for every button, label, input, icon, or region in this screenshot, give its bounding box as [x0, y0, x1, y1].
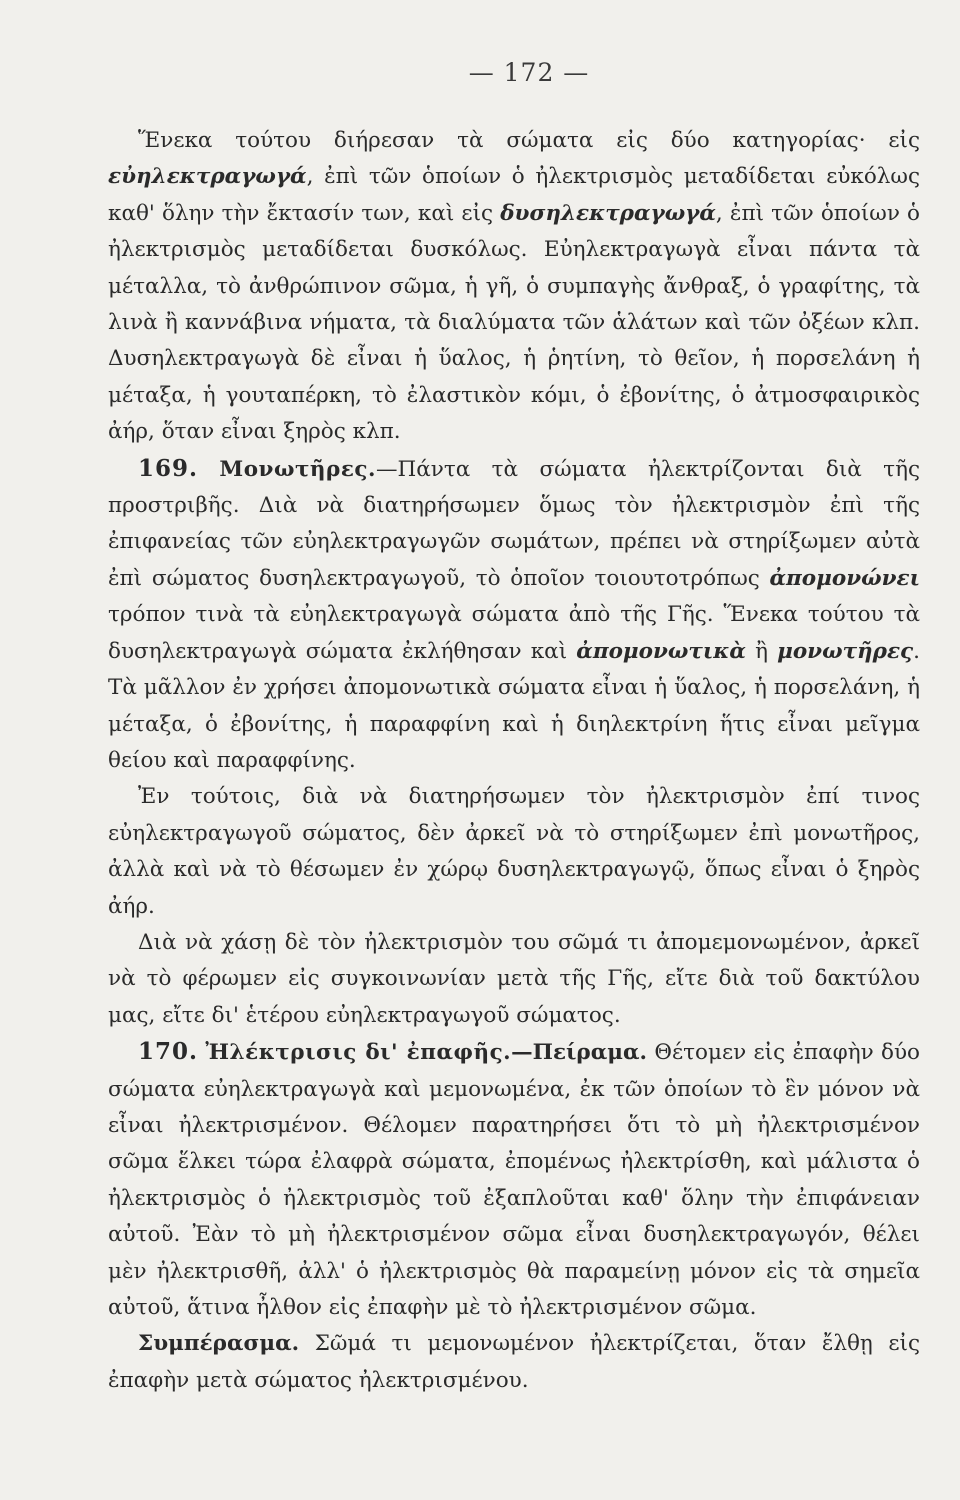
section-169 [108, 451, 920, 780]
text-run: τρόπον τινὰ τὰ εὐηλεκτραγωγὰ σώματα ἀπὸ τῆς Γῆς. Ἕνεκα τούτου τὰ δυσηλεκτραγωγὰ σώματα ἐκλήθησαν καὶ [108, 602, 920, 664]
section-title: Μονωτῆρες. [219, 456, 376, 482]
term-isolating: ἀπομονωτικὰ [576, 638, 746, 664]
term-insulators: δυσηλεκτραγωγά [500, 200, 716, 226]
text-run: ἢ [745, 638, 778, 664]
section-170 [108, 1034, 920, 1326]
term-isolates: ἀπομονώνει [769, 565, 920, 591]
term-conductors: εὐηλεκτραγωγά [108, 164, 307, 190]
paragraph-discharge: Διὰ νὰ χάσῃ δὲ τὸν ἠλεκτρισμὸν του σῶμά τι ἀπομεμονωμένον, ἀρκεῖ νὰ τὸ φέρωμεν εἰς συγκοινωνίαν μετὰ τῆς Γῆς, εἴτε διὰ τοῦ δακτύλου μας, εἴτε δι' ἑτέρου εὐηλεκτραγωγοῦ σώματος. [108, 929, 920, 1028]
conclusion-text: Σῶμά τι μεμονωμένον ἠλεκτρίζεται, ὅταν ἔλθῃ εἰς ἐπαφὴν μετὰ σώματος ἠλεκτρισμένου. [108, 1331, 920, 1393]
experiment-label: —Πείραμα. [511, 1040, 648, 1066]
text-run: Ἕνεκα τούτου διήρεσαν τὰ σώματα εἰς δύο κατηγορίας· εἰς [138, 128, 920, 153]
paragraph-conductors [108, 123, 920, 451]
page-number: — 172 — [468, 58, 590, 87]
body-text [108, 123, 920, 1399]
text-run: . Τὰ μᾶλλον ἐν χρήσει ἀπομονωτικὰ σώματα εἶναι ἡ ὕαλος, ἡ πορσελάνη, ἡ μέταξα, ὁ ἐβονίτης, ἡ παραφφίνη καὶ ἡ διηλεκτρίνη ἥτις εἶναι μεῖγμα θείου καὶ παραφφίνης. [108, 638, 920, 773]
paragraph-dry-air: Ἐν τούτοις, διὰ νὰ διατηρήσωμεν τὸν ἠλεκτρισμὸν ἐπί τινος εὐηλεκτραγωγοῦ σώματος, δὲν ἀρκεῖ νὰ τὸ στηρίξωμεν ἐπὶ μονωτῆρος, ἀλλὰ καὶ νὰ τὸ θέσωμεν ἐν χώρῳ δυσηλεκτραγωγῷ, ὅπως εἶναι ὁ ξηρὸς ἀήρ. [108, 784, 920, 919]
section-number: 170. [138, 1038, 199, 1066]
text-run: , ἐπὶ τῶν ὁποίων ὁ ἠλεκτρισμὸς μεταδίδεται δυσκόλως. Εὐηλεκτραγωγὰ εἶναι πάντα τὰ μέταλλα, τὸ ἀνθρώπινον σῶμα, ἡ γῆ, ὁ συμπαγὴς ἄνθραξ, ὁ γραφίτης, τὰ λινὰ ἢ καννάβινα νήματα, τὰ διαλύματα τῶν ἁλάτων καὶ τῶν ὀξέων κλπ. Δυσηλεκτραγωγὰ δὲ εἶναι ἡ ὕαλος, ἡ ῥητίνη, τὸ θεῖον, ἡ πορσελάνη ἡ μέταξα, ἡ γουταπέρκη, τὸ ἐλαστικὸν κόμι, ὁ ἐβονίτης, ὁ ἀτμοσφαιρικὸς ἀήρ, ὅταν εἶναι ξηρὸς κλπ. [108, 200, 920, 445]
term-insulators-monoteres: μονωτῆρες [777, 638, 914, 664]
section-title: Ἠλέκτρισις δι' ἐπαφῆς. [205, 1040, 512, 1066]
section-number: 169. [138, 454, 199, 482]
text-run: , ἐπὶ τῶν ὁποίων ὁ ἠλεκτρισμὸς μεταδίδεται εὐκόλως καθ' ὅλην τὴν ἔκτασίν των, καὶ εἰς [108, 164, 920, 226]
conclusion-label: Συμπέρασμα. [138, 1331, 300, 1357]
conclusion [108, 1326, 920, 1399]
text-run: —Πάντα τὰ σώματα ἠλεκτρίζονται διὰ τῆς προστριβῆς. Διὰ νὰ διατηρήσωμεν ὅμως τὸν ἠλεκτρισμὸν ἐπὶ τῆς ἐπιφανείας τῶν εὐηλεκτραγωγῶν σωμάτων, πρέπει νὰ στηρίξωμεν αὐτὰ ἐπὶ σώματος δυσηλεκτραγωγοῦ, τὸ ὁποῖον τοιουτοτρόπως [108, 456, 920, 591]
text-run: Θέτομεν εἰς ἐπαφὴν δύο σώματα εὐηλεκτραγωγὰ καὶ μεμονωμένα, ἐκ τῶν ὁποίων τὸ ἓν μόνον νὰ εἶναι ἠλεκτρισμένον. Θέλομεν παρατηρήσει ὅτι τὸ μὴ ἠλεκτρισμένον σῶμα ἕλκει τώρα ἐλαφρὰ σώματα, ἐπομένως ἠλεκτρίσθη, καὶ μάλιστα ὁ ἠλεκτρισμὸς ὁ ἠλεκτρισμὸς τοῦ ἐξαπλοῦται καθ' ὅλην τὴν ἐπιφάνειαν αὐτοῦ. Ἐὰν τὸ μὴ ἠλεκτρισμένον σῶμα εἶναι δυσηλεκτραγωγόν, θέλει μὲν ἠλεκτρισθῆ, ἀλλ' ὁ ἠλεκτρισμὸς θὰ παραμείνῃ μόνον εἰς τὰ σημεῖα αὐτοῦ, ἅτινα ἦλθον εἰς ἐπαφὴν μὲ τὸ ἠλεκτρισμένον σῶμα. [108, 1040, 920, 1320]
